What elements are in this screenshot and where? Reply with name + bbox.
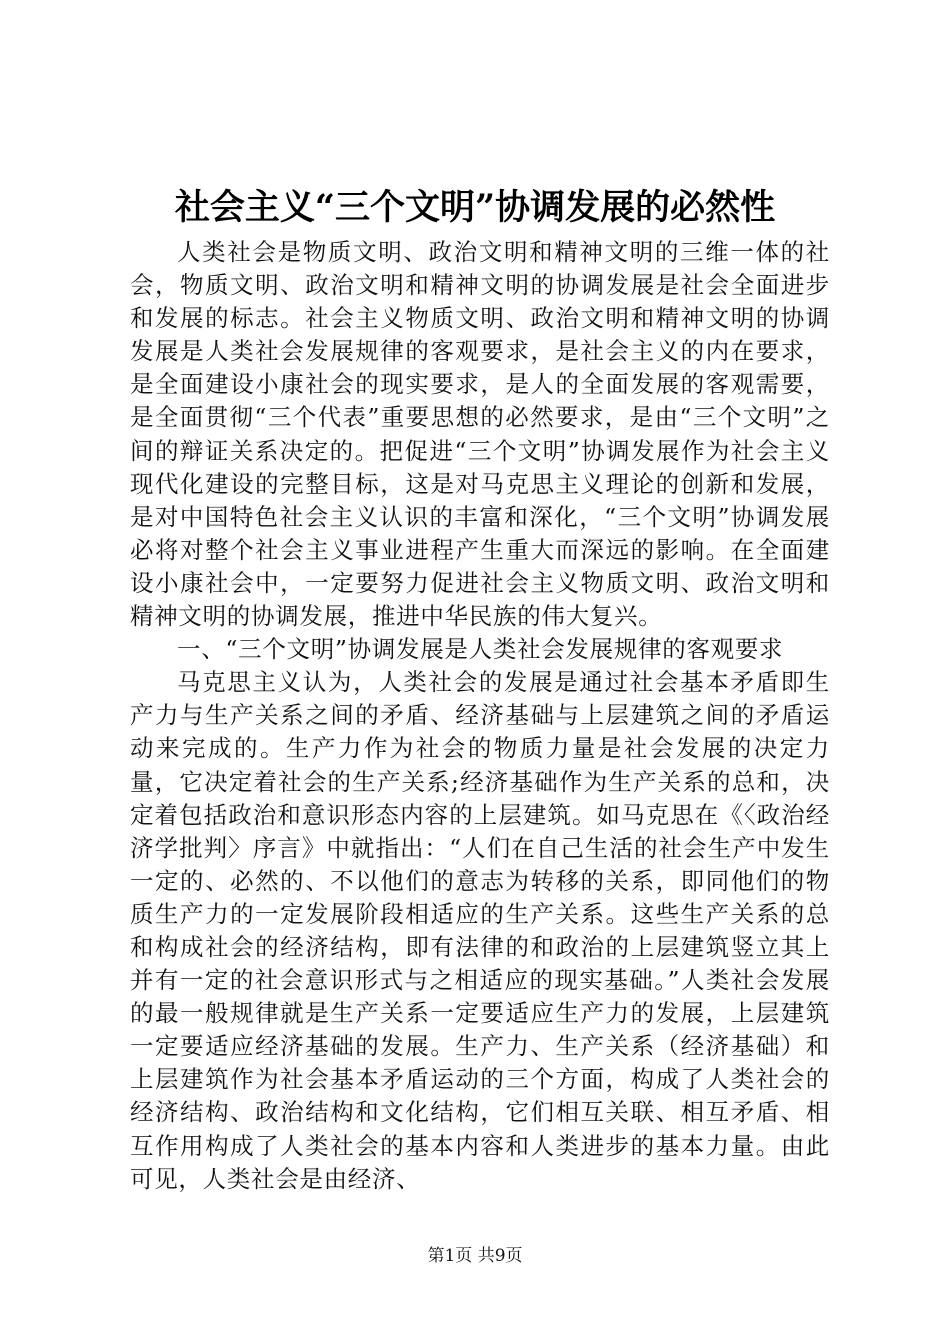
- page-number-footer: 第1页 共9页: [427, 1246, 523, 1266]
- document-body: [130, 236, 830, 1196]
- paragraph-section-1: 马克思主义认为，人类社会的发展是通过社会基本矛盾即生产力与生产关系之间的矛盾、经济基础与上层建筑之间的矛盾运动来完成的。生产力作为社会的物质力量是社会发展的决定力量，它决定着社会的生产关系;经济基础作为生产关系的总和，决定着包括政治和意识形态内容的上层建筑。如马克思在《〈政治经济学批判〉序言》中就指出：“人们在自己生活的社会生产中发生一定的、必然的、不以他们的意志为转移的关系，即同他们的物质生产力的一定发展阶段相适应的生产关系。这些生产关系的总和构成社会的经济结构，即有法律的和政治的上层建筑竖立其上并有一定的社会意识形式与之相适应的现实基础。”人类社会发展的最一般规律就是生产关系一定要适应生产力的发展，上层建筑一定要适应经济基础的发展。生产力、生产关系（经济基础）和上层建筑作为社会基本矛盾运动的三个方面，构成了人类社会的经济结构、政治结构和文化结构，它们相互关联、相互矛盾、相互作用构成了人类社会的基本内容和人类进步的基本力量。由此可见，人类社会是由经济、: [130, 668, 830, 1193]
- document-title: 社会主义“三个文明”协调发展的必然性: [174, 187, 776, 228]
- paragraph-intro: 人类社会是物质文明、政治文明和精神文明的三维一体的社会，物质文明、政治文明和精神文明的协调发展是社会全面进步和发展的标志。社会主义物质文明、政治文明和精神文明的协调发展是人类社会发展规律的客观要求，是社会主义的内在要求，是全面建设小康社会的现实要求，是人的全面发展的客观需要，是全面贯彻“三个代表”重要思想的必然要求，是由“三个文明”之间的辩证关系决定的。把促进“三个文明”协调发展作为社会主义现代化建设的完整目标，这是对马克思主义理论的创新和发展，是对中国特色社会主义认识的丰富和深化，“三个文明”协调发展必将对整个社会主义事业进程产生重大而深远的影响。在全面建设小康社会中，一定要努力促进社会主义物质文明、政治文明和精神文明的协调发展，推进中华民族的伟大复兴。: [130, 238, 830, 631]
- section-heading-1: 一、“三个文明”协调发展是人类社会发展规律的客观要求: [177, 635, 784, 664]
